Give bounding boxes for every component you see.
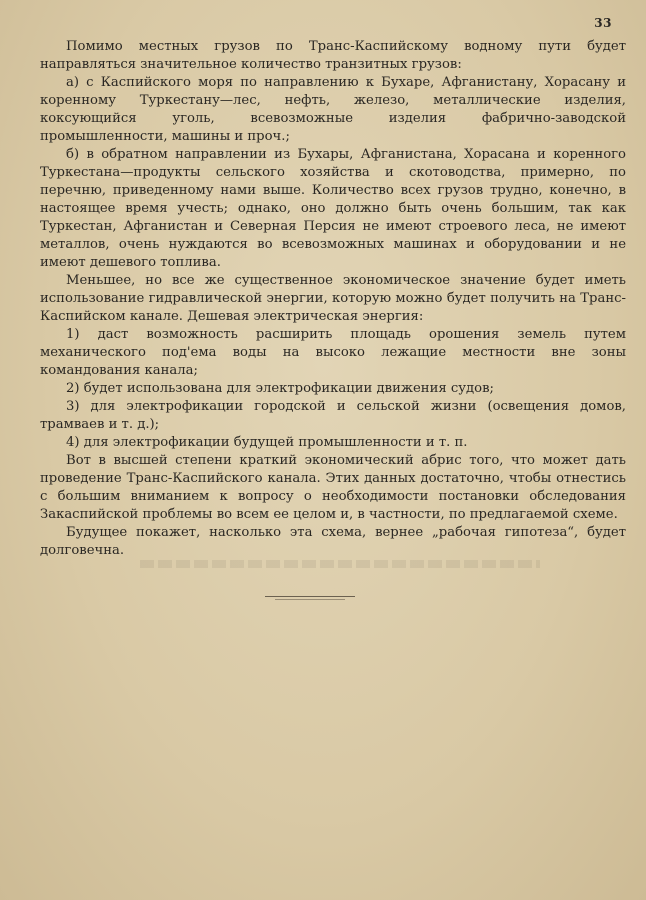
paragraph-energy-2: 2) будет использована для электрофикации движения судов;: [66, 381, 494, 396]
paragraph-transit-intro: Помимо местных грузов по Транс-Каспийскому водному пути будет направляться значительное количество транзитных грузов:: [40, 39, 626, 72]
paragraph-energy-intro: Меньшее, но все же существенное экономическое значение будет иметь использование гидравлической энергии, которую можно будет получить на Транс-Каспийском канале. Дешевая электрическая энергия:: [40, 273, 626, 324]
paragraph-item-b: б) в обратном направлении из Бухары, Афганистана, Хорасана и коренного Туркестана—продукты сельского хозяйства и скотоводства, примерно, по перечню, приведенному нами выше. Количество всех грузов трудно, конечно, в настоящее время учесть; однако, оно должно быть очень большим, так как Туркестан, Афганистан и Северная Персия не имеют строевого леса, не имеют металлов, очень нуждаются во всевозможных машинах и оборудовании и не имеют дешевого топлива.: [40, 147, 626, 270]
paragraph-item-a: а) с Каспийского моря по направлению к Бухаре, Афганистану, Хорасану и коренному Туркестану—лес, нефть, железо, металлические изделия, коксующийся уголь, всевозможные изделия фабрично-заводской промышленности, машины и проч.;: [40, 75, 626, 144]
bleed-through-text: [140, 560, 540, 568]
body-text: [40, 38, 626, 560]
paragraph-summary: Вот в высшей степени краткий экономический абрис того, что может дать проведение Транс-Каспийского канала. Этих данных достаточно, чтобы отнестись с большим вниманием к вопросу о необходимости постановки обследования Закаспийской проблемы во всем ее целом и, в частности, по предлагаемой схеме.: [40, 453, 626, 522]
section-divider: [265, 596, 355, 597]
paragraph-energy-3: 3) для электрофикации городской и сельской жизни (освещения домов, трамваев и т. д.);: [40, 399, 626, 432]
paragraph-energy-4: 4) для электрофикации будущей промышленности и т. п.: [66, 435, 468, 450]
paragraph-energy-1: 1) даст возможность расширить площадь орошения земель путем механического под'ема воды на высоко лежащие местности вне зоны командования канала;: [40, 327, 626, 378]
page-number: 33: [594, 16, 612, 30]
paragraph-conclusion: Будущее покажет, насколько эта схема, вернее „рабочая гипотеза“, будет долговечна.: [40, 525, 626, 558]
